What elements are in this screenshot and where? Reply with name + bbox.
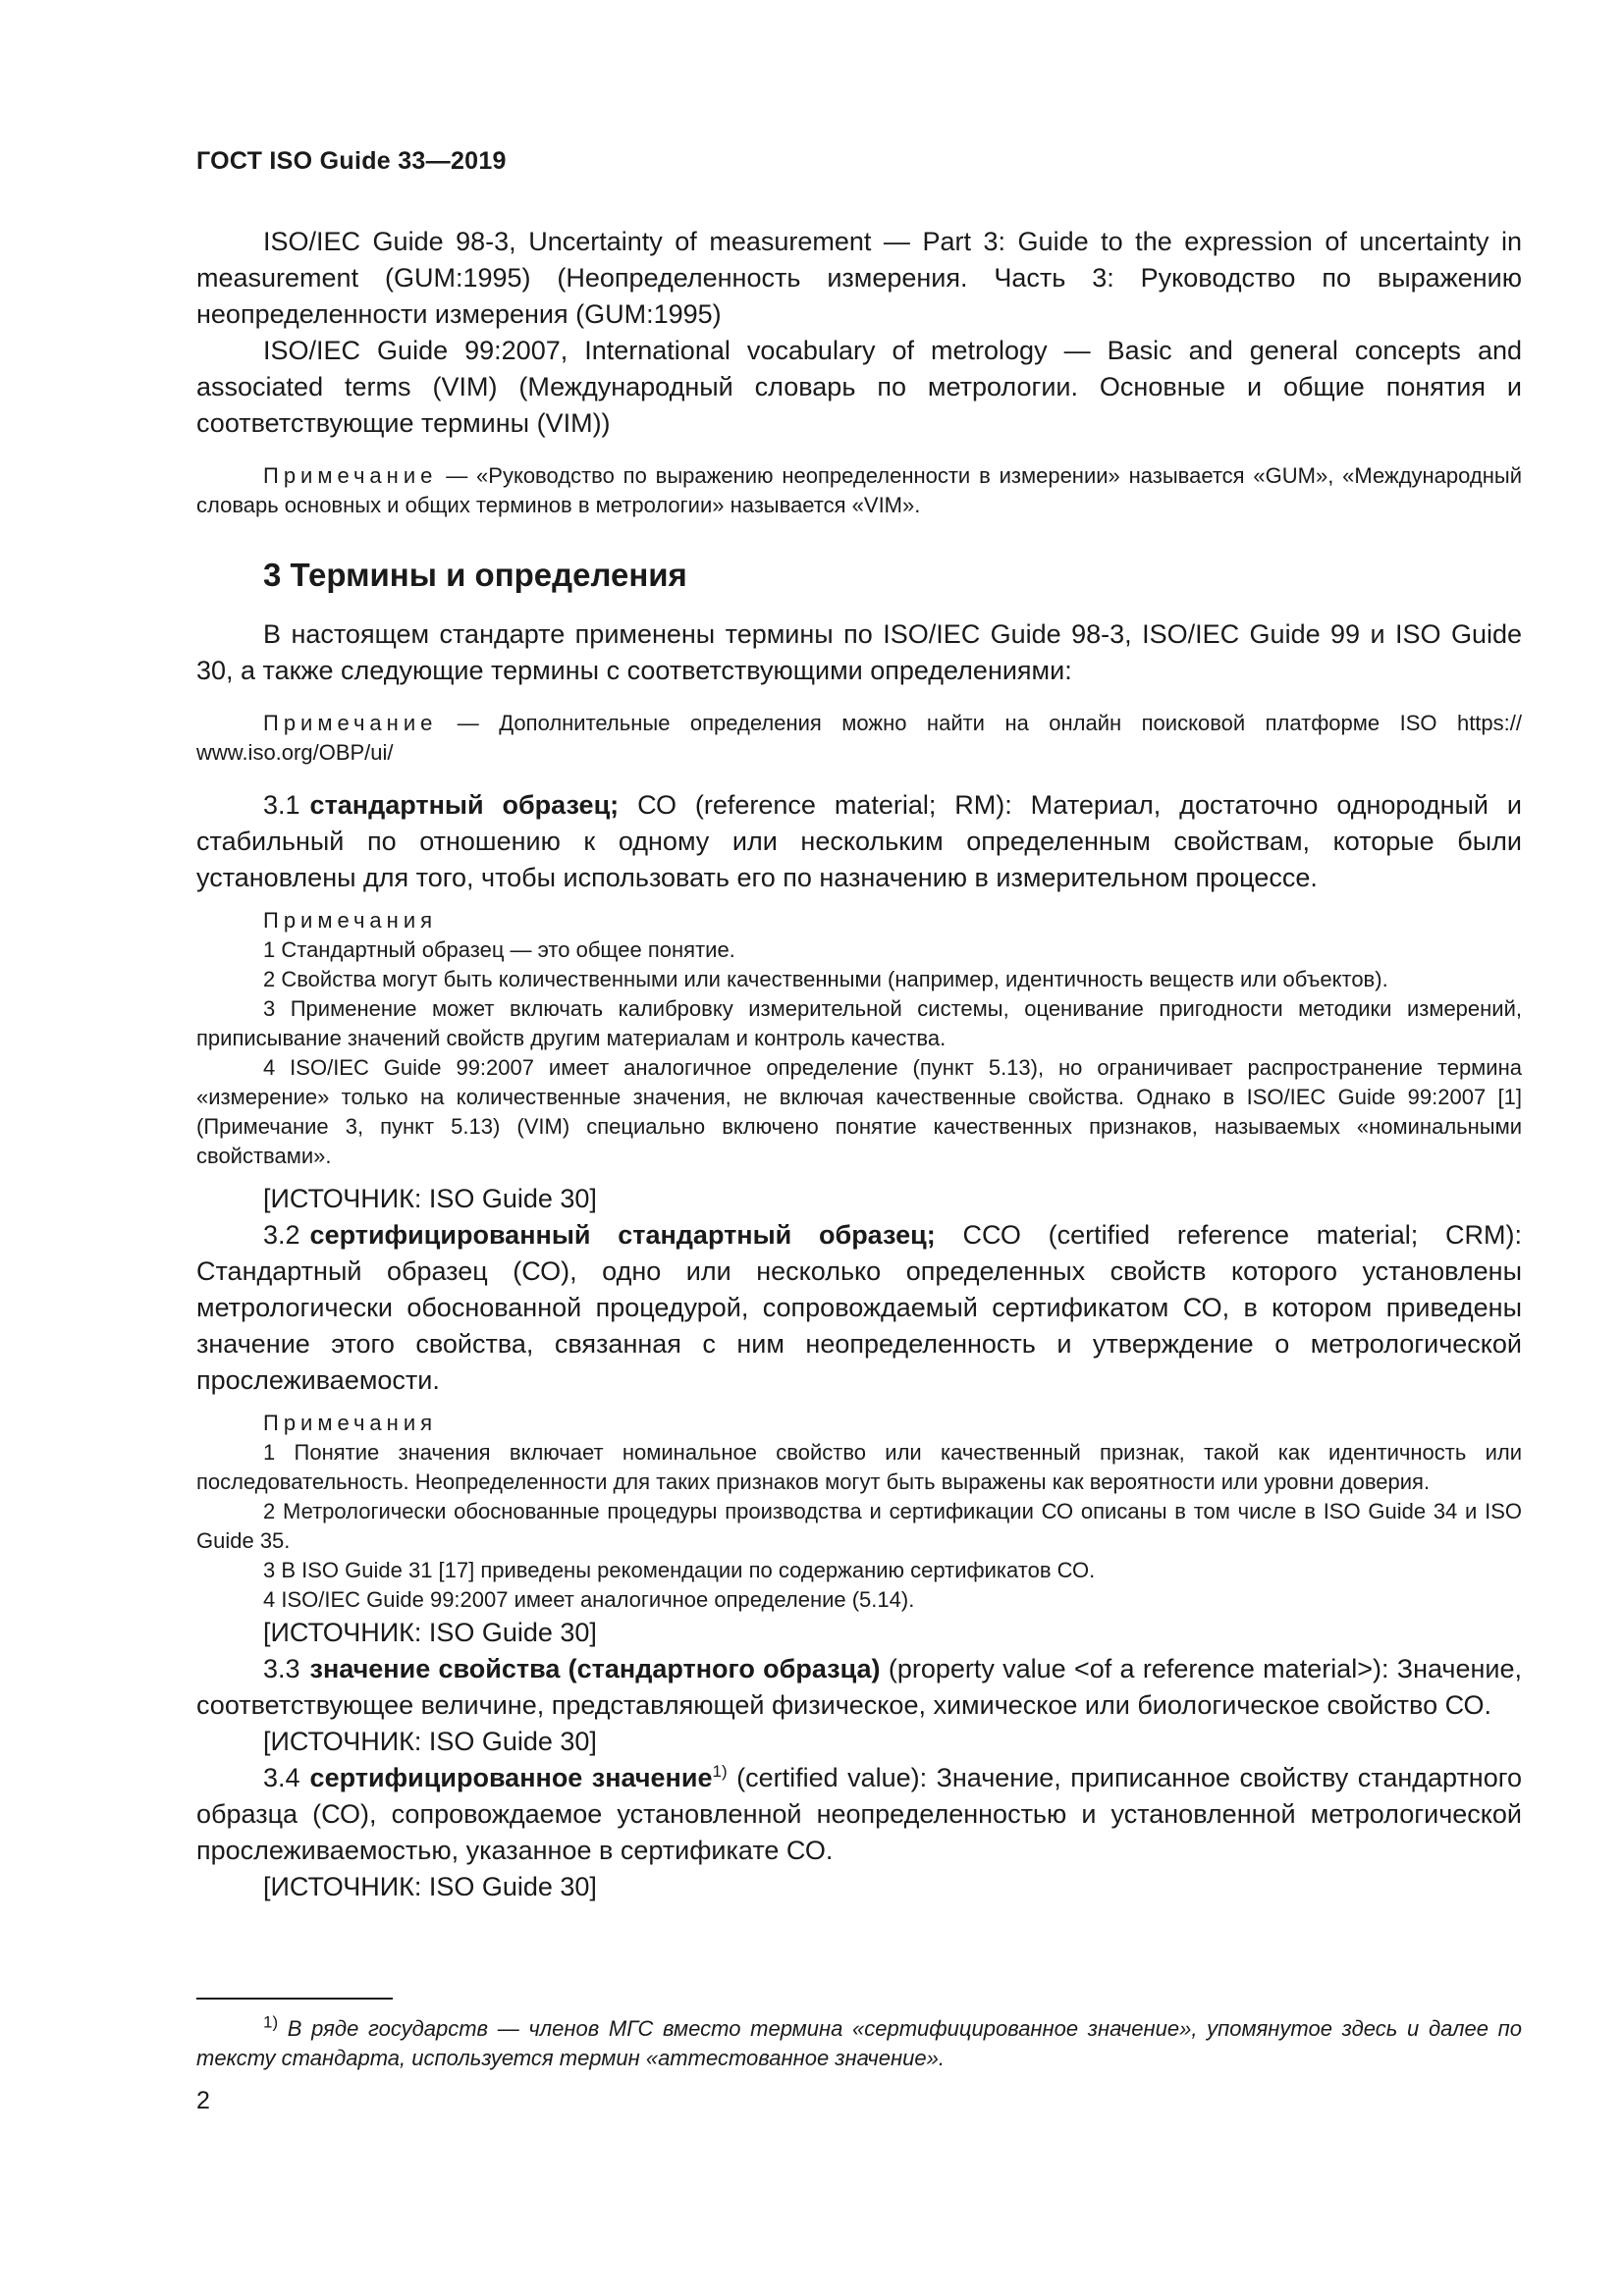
footnote-ref[interactable]: 1) [712, 1762, 728, 1781]
note-item: 1 Стандартный образец — это общее понятие. [263, 937, 735, 962]
notes-label: Примечания [263, 1411, 438, 1435]
term-name: стандартный образец; [309, 790, 620, 820]
note-label: Примечание [263, 463, 438, 488]
document-header: ГОСТ ISO Guide 33—2019 [196, 147, 507, 175]
footnote-text: В ряде государств — членов МГС вместо термина «сертифицированное значение», упомянутое здесь и далее по тексту стандарта, используется термин «аттестованное значение». [196, 2016, 1522, 2070]
source-citation: [ИСТОЧНИК: ISO Guide 30] [263, 1727, 597, 1756]
note-item: 3 Применение может включать калибровку измерительной системы, оценивание пригодности методики измерений, приписывание значений свойств другим материалам и контроль качества. [196, 996, 1522, 1050]
term-3-1 [196, 787, 1522, 896]
note-references [196, 461, 1522, 520]
term-definition: (certified value): Значение, приписанное свойству стандартного образца (СО), сопровождаемое установленной неопределенностью и установленной метрологической прослеживаемостью, указанное в сертификате СО. [196, 1763, 1523, 1865]
source-citation: [ИСТОЧНИК: ISO Guide 30] [263, 1618, 597, 1647]
reference-gum: ISO/IEC Guide 98-3, Uncertainty of measurement — Part 3: Guide to the expression of uncertainty in measurement (GUM:1995) (Неопределенность измерения. Часть 3: Руководство по выражению неопределенности измерения (GUM:1995) [196, 227, 1522, 329]
term-name: сертифицированный стандартный образец; [309, 1220, 936, 1250]
page-content [196, 224, 1522, 1905]
term-number: 3.1 [263, 790, 300, 820]
term-definition: СО (reference material; RM): Материал, достаточно однородный и стабильный по отношению к одному или нескольким определенным свойствам, которые были установлены для того, чтобы использовать его по назначению в измерительном процессе. [196, 790, 1522, 892]
section-title: 3 Термины и определения [263, 557, 687, 593]
notes-label: Примечания [263, 908, 438, 933]
term-3-4 [196, 1760, 1522, 1869]
note-item: 1 Понятие значения включает номинальное свойство или качественный признак, такой как идентичность или последовательность. Неопределенности для таких признаков могут быть выражены как вероятности или уровни доверия. [196, 1440, 1522, 1494]
page-number: 2 [196, 2087, 210, 2114]
term-name: сертифицированное значение [309, 1763, 713, 1792]
term-3-2 [196, 1217, 1522, 1399]
section-note-label: Примечание [263, 711, 438, 735]
term-number: 3.2 [263, 1220, 300, 1250]
source-citation: [ИСТОЧНИК: ISO Guide 30] [263, 1872, 597, 1901]
source-citation: [ИСТОЧНИК: ISO Guide 30] [263, 1184, 597, 1213]
note-item: 4 ISO/IEC Guide 99:2007 имеет аналогичное определение (5.14). [263, 1587, 915, 1612]
term-definition: (property value <of a reference material>): Значение, соответствующее величине, представляющей физическое, химическое или биологическое свойство СО. [196, 1654, 1522, 1720]
section-note [196, 709, 1522, 768]
term-number: 3.3 [263, 1654, 300, 1683]
footnote-mark: 1) [263, 2012, 279, 2032]
note-text: — «Руководство по выражению неопределенности в измерении» называется «GUM», «Международный словарь основных и общих терминов в метрологии» называется «VIM». [196, 463, 1522, 517]
term-3-3 [196, 1651, 1522, 1724]
note-item: 3 В ISO Guide 31 [17] приведены рекомендации по содержанию сертификатов СО. [263, 1558, 1096, 1582]
term-definition: ССО (certified reference material; CRM): Стандартный образец (СО), одно или несколько определенных свойств которого установлены метрологически обоснованной процедурой, сопровождаемый сертификатом СО, в котором приведены значение этого свойства, связанная с ним неопределенность и утверждение о метрологической прослеживаемости. [196, 1220, 1522, 1395]
term-number: 3.4 [263, 1763, 300, 1792]
note-item: 2 Свойства могут быть количественными или качественными (например, идентичность веществ или объектов). [263, 967, 1388, 991]
term-name: значение свойства (стандартного образца) [309, 1654, 881, 1683]
section-note-text: — Дополнительные определения можно найти на онлайн поисковой платформе ISO https:// www.iso.org/OBP/ui/ [196, 711, 1522, 765]
note-item: 4 ISO/IEC Guide 99:2007 имеет аналогичное определение (пункт 5.13), но ограничивает распространение термина «измерение» только на количественные значения, не включая качественные свойства. Однако в ISO/IEC Guide 99:2007 [1] (Примечание 3, пункт 5.13) (VIM) специально включено понятие качественных признаков, называемых «номинальными свойствами». [196, 1055, 1522, 1168]
reference-vim: ISO/IEC Guide 99:2007, International vocabulary of metrology — Basic and general concepts and associated terms (VIM) (Международный словарь по метрологии. Основные и общие понятия и соответствующие термины (VIM)) [196, 336, 1522, 438]
footnote-divider [196, 1998, 393, 2000]
section-intro: В настоящем стандарте применены термины по ISO/IEC Guide 98-3, ISO/IEC Guide 99 и ISO Guide 30, а также следующие термины с соответствующими определениями: [196, 619, 1522, 685]
footnote [196, 2014, 1522, 2073]
note-item: 2 Метрологически обоснованные процедуры производства и сертификации СО описаны в том числе в ISO Guide 34 и ISO Guide 35. [196, 1499, 1522, 1553]
